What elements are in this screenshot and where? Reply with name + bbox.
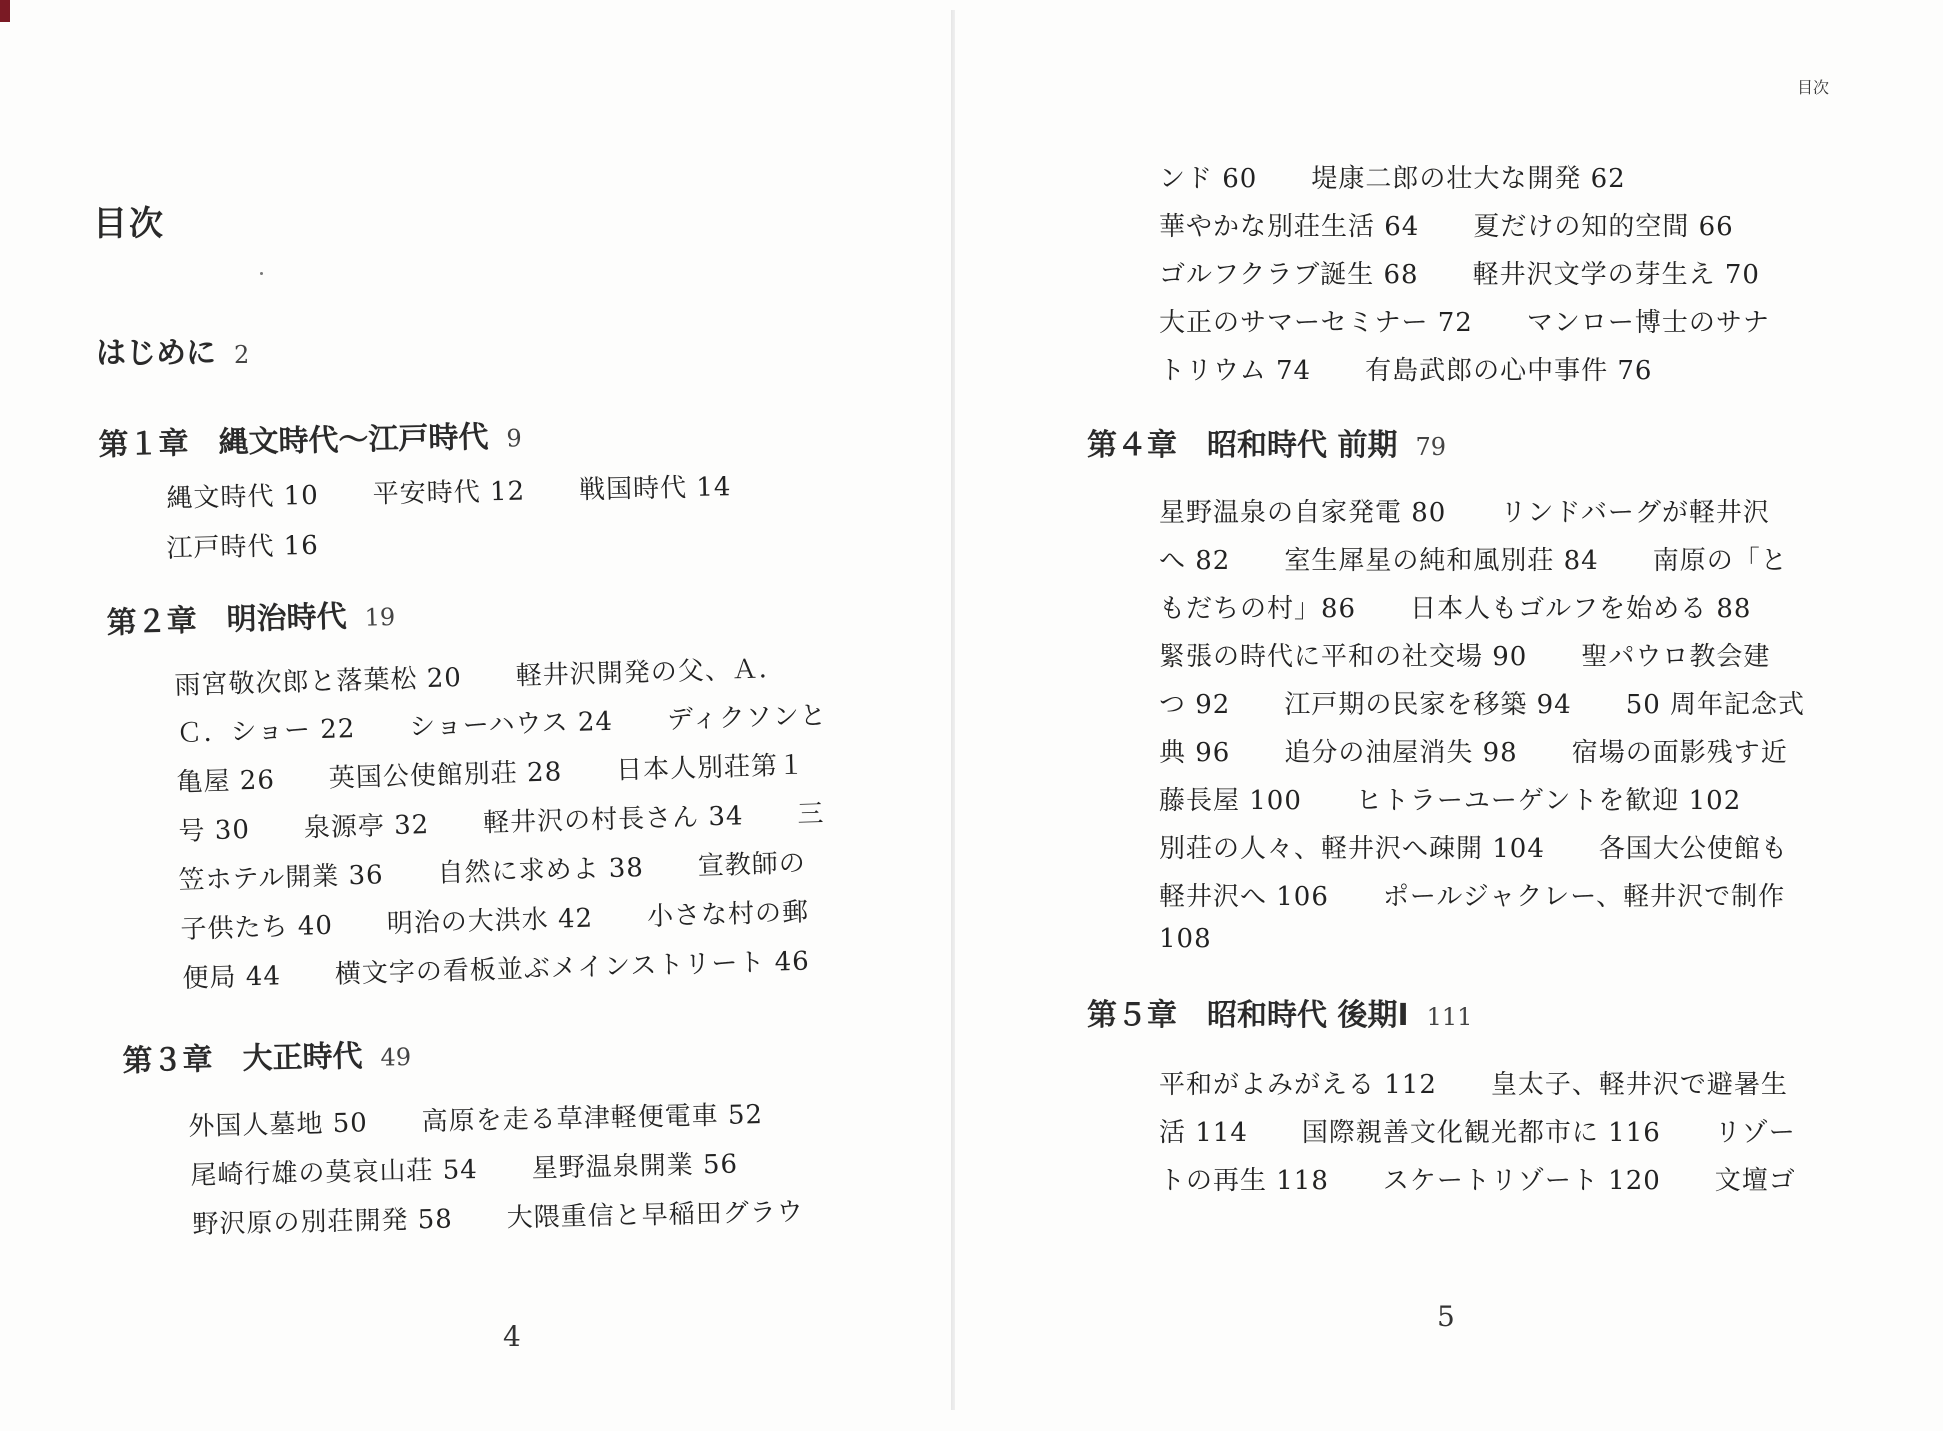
- right-page-number: 5: [1437, 1300, 1455, 1333]
- left-page-number: 4: [503, 1320, 521, 1353]
- chapter-4-line: 軽井沢へ 106 ポールジャクレー、軽井沢で制作: [1159, 882, 1786, 912]
- chapter-4-line: 藤長屋 100 ヒトラーユーゲントを歓迎 102: [1159, 786, 1742, 816]
- chapter-5-line: トの再生 118 スケートリゾート 120 文壇ゴ: [1159, 1166, 1796, 1196]
- chapter-1-line: 縄文時代 10 平安時代 12 戦国時代 14: [166, 472, 732, 514]
- chapter-2-line: 亀屋 26 英国公使館別荘 28 日本人別荘第１: [176, 750, 806, 798]
- chapter-1-title: 第１章 縄文時代～江戸時代: [98, 419, 489, 463]
- chapter-4-line: 典 96 追分の油屋消失 98 宿場の面影残す近: [1159, 738, 1788, 768]
- chapter-2-line: 便局 44 横文字の看板並ぶメインストリート 46: [182, 946, 811, 994]
- chapter-4-heading: [1087, 420, 1446, 464]
- corner-mark: [0, 0, 10, 22]
- chapter-5-line: 平和がよみがえる 112 皇太子、軽井沢で避暑生: [1159, 1070, 1788, 1100]
- chapter-3-heading: [122, 1030, 411, 1080]
- intro-page: 2: [234, 341, 250, 369]
- chapter-2-line: 雨宮敬次郎と落葉松 20 軽井沢開発の父、Ａ．: [174, 653, 787, 701]
- chapter-3-line: 尾崎行雄の莫哀山荘 54 星野温泉開業 56: [190, 1149, 739, 1191]
- page-title: 目次: [93, 204, 165, 244]
- right-page: [955, 0, 1943, 1431]
- chapter-2-heading: [106, 590, 396, 642]
- chapter-2-line: Ｃ．ショー 22 ショーハウス 24 ディクソンと: [176, 700, 828, 749]
- chapter-5-heading: [1087, 990, 1472, 1034]
- intro-label: はじめに: [96, 336, 216, 371]
- chapter-2-line: 笠ホテル開業 36 自然に求めよ 38 宣教師の: [178, 848, 807, 896]
- chapter-2-title: 第２章 明治時代: [106, 599, 348, 641]
- chapter-1-page: 9: [506, 424, 523, 453]
- chapter-5-page: 111: [1426, 1003, 1473, 1031]
- chapter-4-line: つ 92 江戸期の民家を移築 94 50 周年記念式: [1159, 690, 1806, 720]
- running-header: 目次: [1797, 78, 1830, 97]
- chapter-5-line: 活 114 国際親善文化観光都市に 116 リゾー: [1159, 1118, 1796, 1148]
- continued-line: 華やかな別荘生活 64 夏だけの知的空間 66: [1159, 212, 1734, 242]
- continued-line: ンド 60 堤康二郎の壮大な開発 62: [1159, 164, 1626, 194]
- chapter-4-line: もだちの村」86 日本人もゴルフを始める 88: [1159, 594, 1752, 624]
- intro-heading: [96, 328, 249, 372]
- continued-line: ゴルフクラブ誕生 68 軽井沢文学の芽生え 70: [1159, 260, 1760, 290]
- chapter-4-title: 第４章 昭和時代 前期: [1087, 428, 1398, 463]
- chapter-2-line: 号 30 泉源亭 32 軽井沢の村長さん 34 三: [178, 798, 825, 847]
- chapter-2-line: 子供たち 40 明治の大洪水 42 小さな村の郵: [180, 897, 810, 945]
- chapter-3-line: 野沢原の別荘開発 58 大隈重信と早稲田グラウ: [192, 1197, 804, 1240]
- chapter-1-line: 江戸時代 16: [166, 530, 320, 564]
- chapter-3-page: 49: [380, 1042, 412, 1072]
- chapter-4-line: 緊張の時代に平和の社交場 90 聖パウロ教会建: [1159, 642, 1771, 672]
- chapter-3-line: 外国人墓地 50 高原を走る草津軽便電車 52: [188, 1099, 764, 1142]
- left-page: [0, 0, 955, 1431]
- chapter-4-line: 108: [1159, 924, 1212, 954]
- chapter-4-line: 別荘の人々、軽井沢へ疎開 104 各国大公使館も: [1159, 834, 1788, 864]
- chapter-4-page: 79: [1415, 433, 1446, 461]
- ink-dot: [260, 272, 263, 275]
- chapter-5-title: 第５章 昭和時代 後期Ⅰ: [1087, 998, 1409, 1033]
- chapter-4-line: 星野温泉の自家発電 80 リンドバーグが軽井沢: [1159, 498, 1770, 528]
- chapter-3-title: 第３章 大正時代: [122, 1038, 363, 1079]
- continued-line: 大正のサマーセミナー 72 マンロー博士のサナ: [1159, 308, 1770, 338]
- chapter-4-line: へ 82 室生犀星の純和風別荘 84 南原の「と: [1159, 546, 1788, 576]
- chapter-1-heading: [98, 411, 522, 464]
- chapter-2-page: 19: [364, 602, 396, 632]
- continued-line: トリウム 74 有島武郎の心中事件 76: [1159, 356, 1653, 386]
